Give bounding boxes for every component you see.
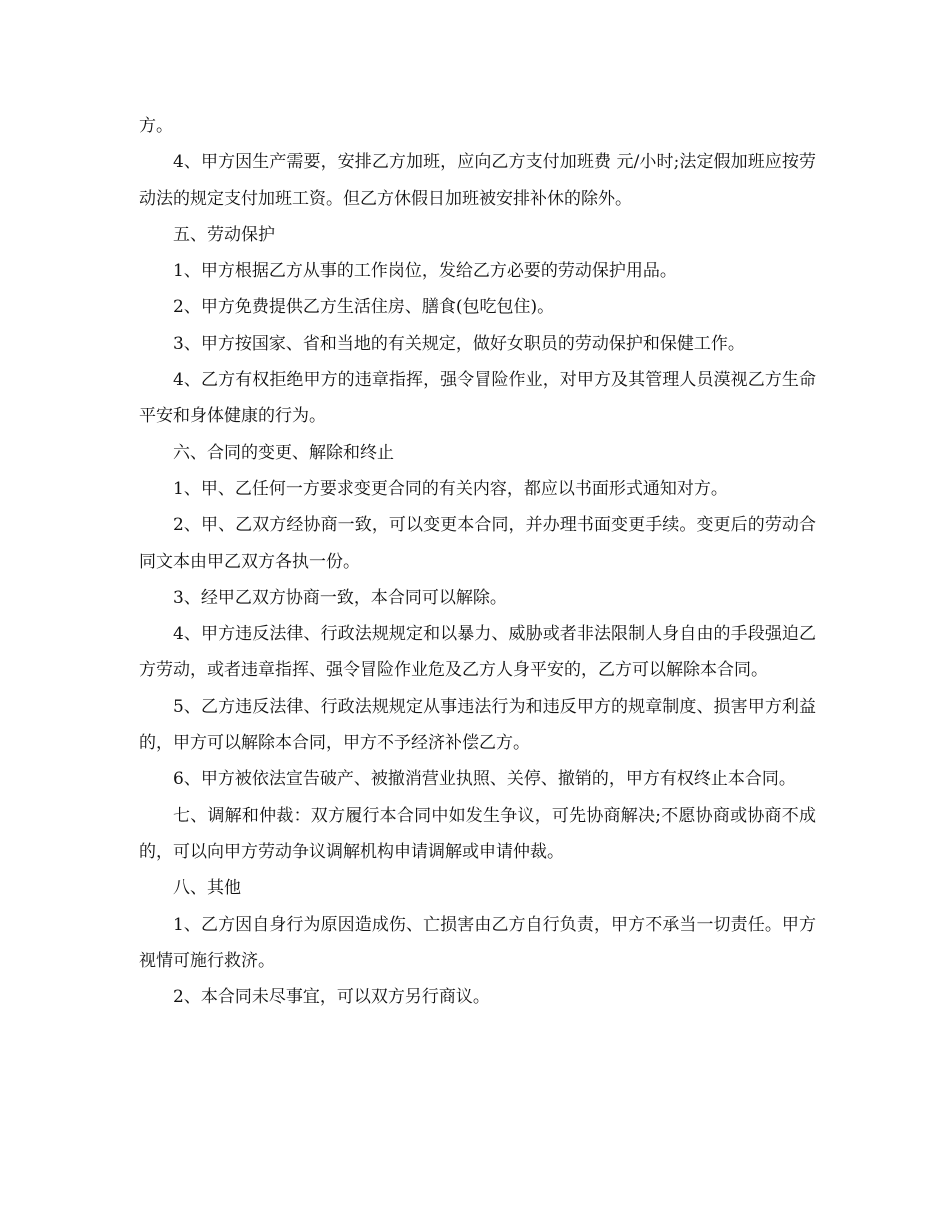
paragraph-written-notice: 1、甲、乙任何一方要求变更合同的有关内容，都应以书面形式通知对方。 [173, 478, 728, 499]
paragraph-unresolved-matters: 2、本合同未尽事宜，可以双方另行商议。 [173, 987, 490, 1008]
paragraph-mutual-termination: 3、经甲乙双方协商一致，本合同可以解除。 [173, 587, 507, 608]
paragraph-overtime-pay: 4、甲方因生产需要，安排乙方加班，应向乙方支付加班费 元/小时;法定假加班应按劳动法的规定支付加班工资。但乙方休假日加班被安排补休的除外。 [139, 152, 816, 209]
section-heading-contract-changes: 六、合同的变更、解除和终止 [173, 442, 394, 463]
section-heading-labor-protection: 五、劳动保护 [173, 224, 275, 245]
paragraph-mutual-change: 2、甲、乙双方经协商一致，可以变更本合同，并办理书面变更手续。变更后的劳动合同文本由甲乙双方各执一份。 [139, 515, 816, 572]
paragraph-bankruptcy-termination: 6、甲方被依法宣告破产、被撤消营业执照、关停、撤销的，甲方有权终止本合同。 [173, 769, 796, 790]
paragraph-continuation: 方。 [139, 116, 173, 136]
paragraph-housing-meals: 2、甲方免费提供乙方生活住房、膳食(包吃包住)。 [173, 297, 555, 318]
section-heading-other: 八、其他 [173, 878, 241, 899]
document-body [139, 108, 816, 1015]
paragraph-protective-equipment: 1、甲方根据乙方从事的工作岗位，发给乙方必要的劳动保护用品。 [173, 261, 677, 282]
paragraph-self-responsibility: 1、乙方因自身行为原因造成伤、亡损害由乙方自行负责，甲方不承当一切责任。甲方视情可施行救济。 [139, 914, 816, 971]
section-mediation-arbitration: 七、调解和仲裁：双方履行本合同中如发生争议，可先协商解决;不愿协商或协商不成的，可以向甲方劳动争议调解机构申请调解或申请仲裁。 [139, 805, 816, 862]
paragraph-right-to-refuse: 4、乙方有权拒绝甲方的违章指挥，强令冒险作业，对甲方及其管理人员漠视乙方生命平安和身体健康的行为。 [139, 370, 816, 427]
paragraph-employer-termination: 5、乙方违反法律、行政法规规定从事违法行为和违反甲方的规章制度、损害甲方利益的，甲方可以解除本合同，甲方不予经济补偿乙方。 [139, 696, 816, 754]
paragraph-employee-termination: 4、甲方违反法律、行政法规规定和以暴力、威胁或者非法限制人身自由的手段强迫乙方劳动，或者违章指挥、强令冒险作业危及乙方人身平安的，乙方可以解除本合同。 [139, 624, 816, 681]
paragraph-female-staff-protection: 3、甲方按国家、省和当地的有关规定，做好女职员的劳动保护和保健工作。 [173, 333, 745, 354]
